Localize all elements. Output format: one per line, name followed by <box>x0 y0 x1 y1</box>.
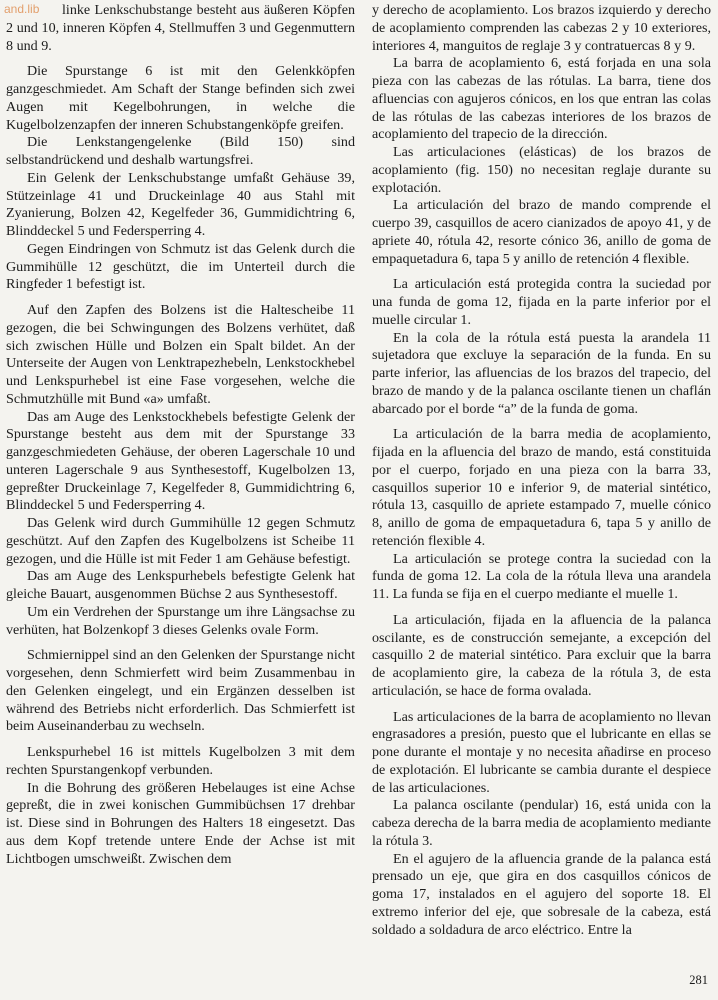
paragraph: linke Lenkschubstange besteht aus äußeren Köpfen 2 und 10, inneren Köpfen 4, Stellmuffen 3 und Gegenmuttern 8 und 9. <box>6 2 355 54</box>
paragraph: Schmiernippel sind an den Gelenken der Spurstange nicht vorgesehen, denn Schmierfett wird beim Zusammenbau in den Gelenken eingelegt, und ein Ergänzen desselben ist während des Betriebs nicht erforderlich. Das Schmierfett ist beim Auseinanderbau zu wechseln. <box>6 647 355 735</box>
paragraph: y derecho de acoplamiento. Los brazos izquierdo y derecho de acoplamiento comprenden las cabezas 2 y 10 exteriores, interiores 4, manguitos de reglaje 3 y contratuercas 8 y 9. <box>372 2 711 54</box>
spanish-text-column <box>372 2 711 939</box>
paragraph: Das Gelenk wird durch Gummihülle 12 gegen Schmutz geschützt. Auf den Zapfen des Kugelbolzens ist Scheibe 11 gezogen, und die Hülle ist mit Feder 1 am Gehäuse befestigt. <box>6 515 355 567</box>
paragraph: La articulación del brazo de mando comprende el cuerpo 39, casquillos de acero cianizados de apoyo 41, y de apriete 40, rótula 42, resorte cónico 36, anillo de goma de empaquetadura 6, tapa 5 y anillo de retención 4 flexible. <box>372 197 711 267</box>
paragraph: La articulación, fijada en la afluencia de la palanca oscilante, es de construcción semejante, a excepción del casquillo 2 de material sintético. Para excluir que la barra de acoplamiento gire, la cabeza de la rótula 3, de esta articulación, se hace de forma ovalada. <box>372 611 711 699</box>
paragraph: Lenkspurhebel 16 ist mittels Kugelbolzen 3 mit dem rechten Spurstangenkopf verbunden. <box>6 744 355 778</box>
paragraph: La palanca oscilante (pendular) 16, está unida con la cabeza derecha de la barra media de acoplamiento mediante la rótula 3. <box>372 797 711 849</box>
paragraph: Ein Gelenk der Lenkschubstange umfaßt Gehäuse 39, Stützeinlage 41 und Druckeinlage 40 aus Stahl mit Zyanierung, Bolzen 42, Kegelfeder 36, Gummidichtring 6, Blinddeckel 5 und Federsperring 4. <box>6 169 355 239</box>
paragraph: Die Spurstange 6 ist mit den Gelenkköpfen ganzgeschmiedet. Am Schaft der Stange befinden sich zwei Augen mit Kegelbohrungen, in welche die Kugelbolzenzapfen der inneren Schubstangenköpfe greifen. <box>6 63 355 133</box>
paragraph: Auf den Zapfen des Bolzens ist die Haltescheibe 11 gezogen, die bei Schwingungen des Bolzens verhütet, daß sich zwischen Hülle und Bolzen ein Spalt bildet. An der Unterseite der Augen von Lenktrapezhebeln, Lenkstockhebel und Lenkspurhebel ist eine Fase vorgesehen, welche die Schmutzhülle mit Bund «a» umfaßt. <box>6 302 355 407</box>
paragraph: Das am Auge des Lenkspurhebels befestigte Gelenk hat gleiche Bauart, ausgenommen Büchse 2 aus Synthesestoff. <box>6 568 355 602</box>
paragraph: Das am Auge des Lenkstockhebels befestigte Gelenk der Spurstange besteht aus dem mit der Spurstange 33 ganzgeschmiedeten Gehäuse, der oberen Lagerschale 10 und unteren Lagerschale 9 aus Synthesestoff, Kugelbolzen 13, gepreßter Druckeinlage 7, Kegelfeder 8, Gummidichtring 6, Blinddeckel 5 und Federsperring 4. <box>6 408 355 514</box>
page-number: 281 <box>689 973 708 987</box>
paragraph: Um ein Verdrehen der Spurstange um ihre Längsachse zu verhüten, hat Bolzenkopf 3 dieses Gelenks ovale Form. <box>6 603 355 638</box>
paragraph: La articulación se protege contra la suciedad con la funda de goma 12. La cola de la rótula lleva una arandela 11. La funda se fija en el cuerpo mediante el muelle 1. <box>372 550 711 602</box>
paragraph: Die Lenkstangengelenke (Bild 150) sind selbstandrückend und deshalb wartungsfrei. <box>6 134 355 168</box>
paragraph: La articulación de la barra media de acoplamiento, fijada en la afluencia del brazo de mando, está constituida por el cuerpo, forjado en una pieza con la barra 33, casquillos superior 10 e inferior 9, de material sintético, rótula 13, casquillo de apriete estampado 7, muelle cónico 8, anillo de goma de empaquetadura 6, tapa 5 y anillo de retención flexible 4. <box>372 426 711 549</box>
paragraph: En el agujero de la afluencia grande de la palanca está prensado un eje, que gira en dos casquillos cónicos de goma 17, instalados en el agujero del soporte 18. El extremo inferior del eje, que sobresale de la cabeza, está soldado a soldadura de arco eléctrico. Entre la <box>372 850 711 938</box>
watermark-stamp: and.lib <box>4 2 40 16</box>
paragraph: La articulación está protegida contra la suciedad por una funda de goma 12, fijada en la parte inferior por el muelle circular 1. <box>372 276 711 328</box>
paragraph: Gegen Eindringen von Schmutz ist das Gelenk durch die Gummihülle 12 geschützt, die im Unterteil durch die Ringfeder 1 befestigt ist. <box>6 240 355 293</box>
german-text-column <box>6 2 355 868</box>
paragraph: En la cola de la rótula está puesta la arandela 11 sujetadora que excluye la separación de la funda. En su parte inferior, las afluencias de los brazos del trapecio, del brazo de mando y de la palanca oscilante tienen un chaflán abarcado por el borde “a” de la funda de goma. <box>372 329 711 417</box>
paragraph: La barra de acoplamiento 6, está forjada en una sola pieza con las cabezas de las rótulas. La barra, tiene dos afluencias con agujeros cónicos, en los que entran las colas de las rótulas de las cabezas interiores de los brazos de acoplamiento del trapecio de la dirección. <box>372 55 711 143</box>
paragraph: Las articulaciones (elásticas) de los brazos de acoplamiento (fig. 150) no necesitan reglaje durante su explotación. <box>372 144 711 196</box>
paragraph: Las articulaciones de la barra de acoplamiento no llevan engrasadores a presión, puesto que el lubricante en ellas se pone durante el montaje y no necesita añadirse en proceso de explotación. El lubricante se cambia durante el despiece de las articulaciones. <box>372 708 711 796</box>
paragraph: In die Bohrung des größeren Hebelauges ist eine Achse gepreßt, die in zwei konischen Gummibüchsen 17 drehbar ist. Diese sind in Bohrungen des Halters 18 eingesetzt. Das aus dem Kopf tretende untere Ende der Achse ist mit Lichtbogen umschweißt. Zwischen dem <box>6 779 355 867</box>
